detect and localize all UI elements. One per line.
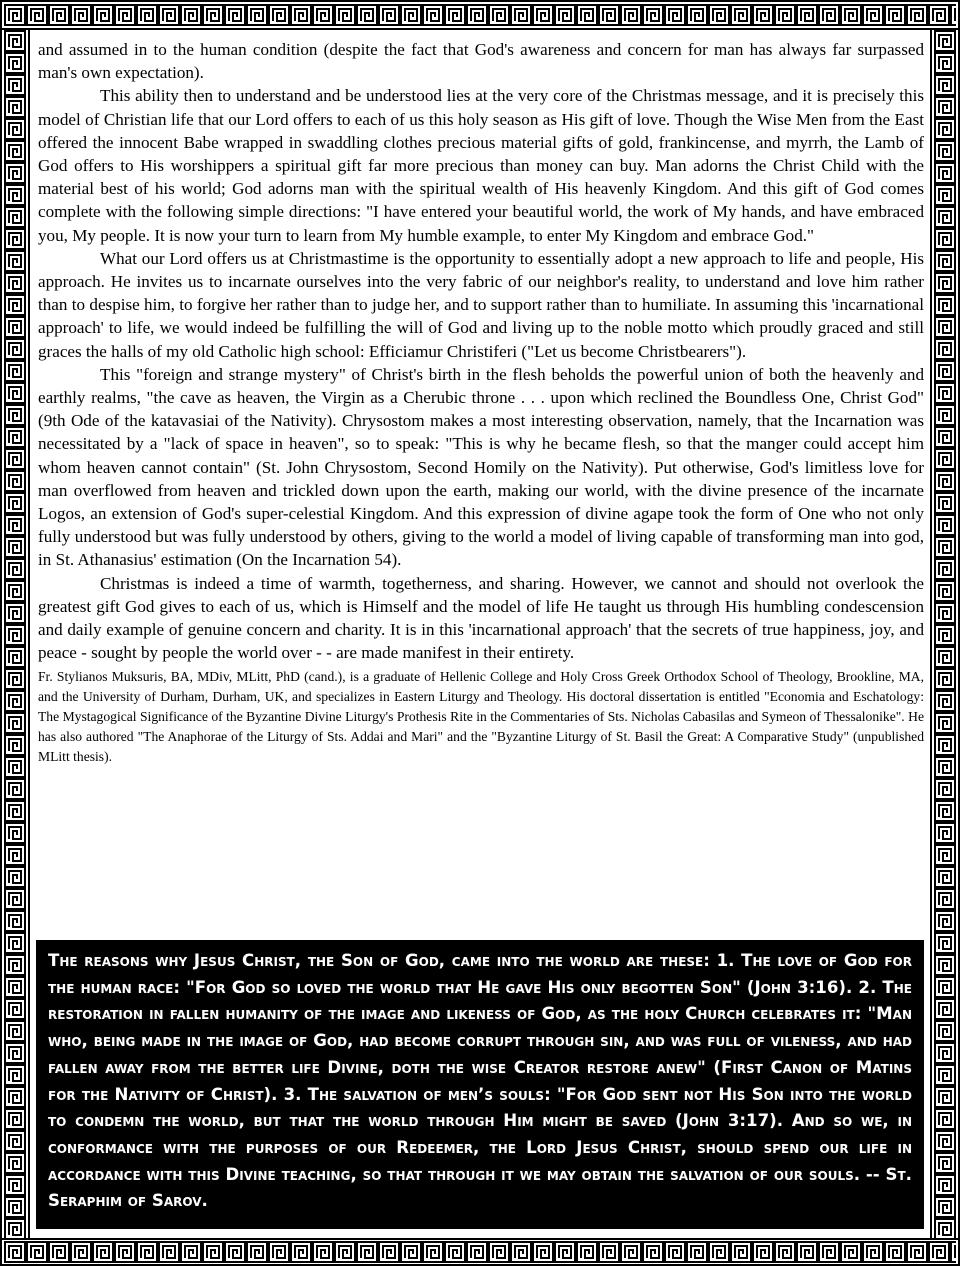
author-bio: Fr. Stylianos Muksuris, BA, MDiv, MLitt, PhD (cand.), is a graduate of Hellenic College and Holy Cross Greek Orthodox School of Theology, Brookline, MA, and the University of Durham, Durham, UK, and specializes in Eastern Liturgy and Theology. His doctoral dissertation is entitled "Economia and Eschatology: The Mystagogical Significance of the Byzantine Divine Liturgy's Prothesis Rite in the Commentaries of Sts. Nicholas Cabasilas and Symeon of Thessalonike". He has also authored "The Anaphorae of the Liturgy of Sts. Addai and Mari" and the "Byzantine Liturgy of St. Basil the Great: A Comparative Study" (unpublished MLitt thesis).: [38, 669, 924, 765]
greek-key-border-bottom: [0, 1238, 960, 1266]
article-paragraph-continuation: and assumed in to the human condition (despite the fact that God's awareness and concern for man has always far surpassed man's own expectation).: [38, 40, 924, 83]
article-body: [38, 38, 924, 767]
article-text: [38, 38, 924, 664]
seraphim-quote-text: The reasons why Jesus Christ, the Son of God, came into the world are these: 1. The love of God for the human race: "For God so loved the world that He gave His only begotten Son" (John 3:16). 2. The restoration in fallen humanity of the image and likeness of God, as the holy Church celebrates it: "Man who, being made in the image of God, had become corrupt through sin, and was full of vileness, and had fallen away from the better life Divine, doth the wise Creator restore anew" (First Canon of Matins for the Nativity of Christ). 3. The salvation of men’s souls: "For God sent not His Son into the world to condemn the world, but that the world through Him might be saved (John 3:17). And so we, in conformance with the purposes of our Redeemer, the Lord Jesus Christ, should spend our life in accordance with this Divine teaching, so that through it we may obtain the salvation of our souls. -- St. Seraphim of Sarov.: [48, 951, 912, 1211]
article-paragraph: What our Lord offers us at Christmastime is the opportunity to essentially adopt a new approach to life and people, His approach. He invites us to incarnate ourselves into the very fabric of our neighbor's reality, to understand and love him rather than to despise him, to forgive her rather than to judge her, and to support rather than to humiliate. In assuming this 'incarnational approach' to life, we would indeed be fulfilling the will of God and living up to the noble motto which proudly graced and still graces the halls of my old Catholic high school: Efficiamur Christiferi ("Let us become Christbearers").: [38, 248, 924, 361]
greek-key-border-left: [0, 0, 30, 1266]
greek-key-border-right: [930, 0, 960, 1266]
greek-key-border-top: [0, 0, 960, 30]
article-paragraph: This "foreign and strange mystery" of Christ's birth in the flesh beholds the powerful union of both the heavenly and earthly realms, "the cave as heaven, the Virgin as a Cherubic throne . . . upon which reclined the Boundless One, Christ God" (9th Ode of the katavasiai of the Nativity). Chrysostom makes a most interesting observation, namely, that the Incarnation was necessitated by a "lack of space in heaven", so to speak: "This is why he became flesh, so that the manger could accept him whom heaven cannot contain" (St. John Chrysostom, Second Homily on the Nativity). Put otherwise, God's limitless love for man overflowed from heaven and trickled down upon the earth, making our world, with the divine presence of the incarnate Logos, an extension of God's super-celestial Kingdom. And this expression of divine agape took the form of One who not only fully understood but was fully understood by others, giving to the world a model of living capable of transforming man into god, in St. Athanasius' estimation (On the Incarnation 54).: [38, 364, 924, 570]
article-paragraph: Christmas is indeed a time of warmth, togetherness, and sharing. However, we cannot and should not overlook the greatest gift God gives to each of us, which is Himself and the model of life He taught us through His humbling condescension and daily example of genuine concern and charity. It is in this 'incarnational approach' that the secrets of true happiness, joy, and peace - sought by people the world over - - are made manifest in their entirety.: [38, 573, 924, 663]
article-paragraph: This ability then to understand and be understood lies at the very core of the Christmas message, and it is precisely this model of Christian life that our Lord offers to each of us this holy season as His gift of love. Though the Wise Men from the East offered the innocent Babe wrapped in swaddling clothes precious material gifts of gold, frankincense, and myrrh, the Lamb of God offers to His worshippers a spiritual gift far more precious than money can buy. Man adorns the Christ Child with the material best of his world; God adorns man with the spiritual wealth of His heavenly Kingdom. And this gift of God comes complete with the following simple directions: "I have entered your beautiful world, the work of My hands, and have embraced you, My people. It is now your turn to learn from My humble example, to enter My Kingdom and embrace God.": [38, 86, 924, 245]
seraphim-quote-box: [36, 940, 924, 1229]
